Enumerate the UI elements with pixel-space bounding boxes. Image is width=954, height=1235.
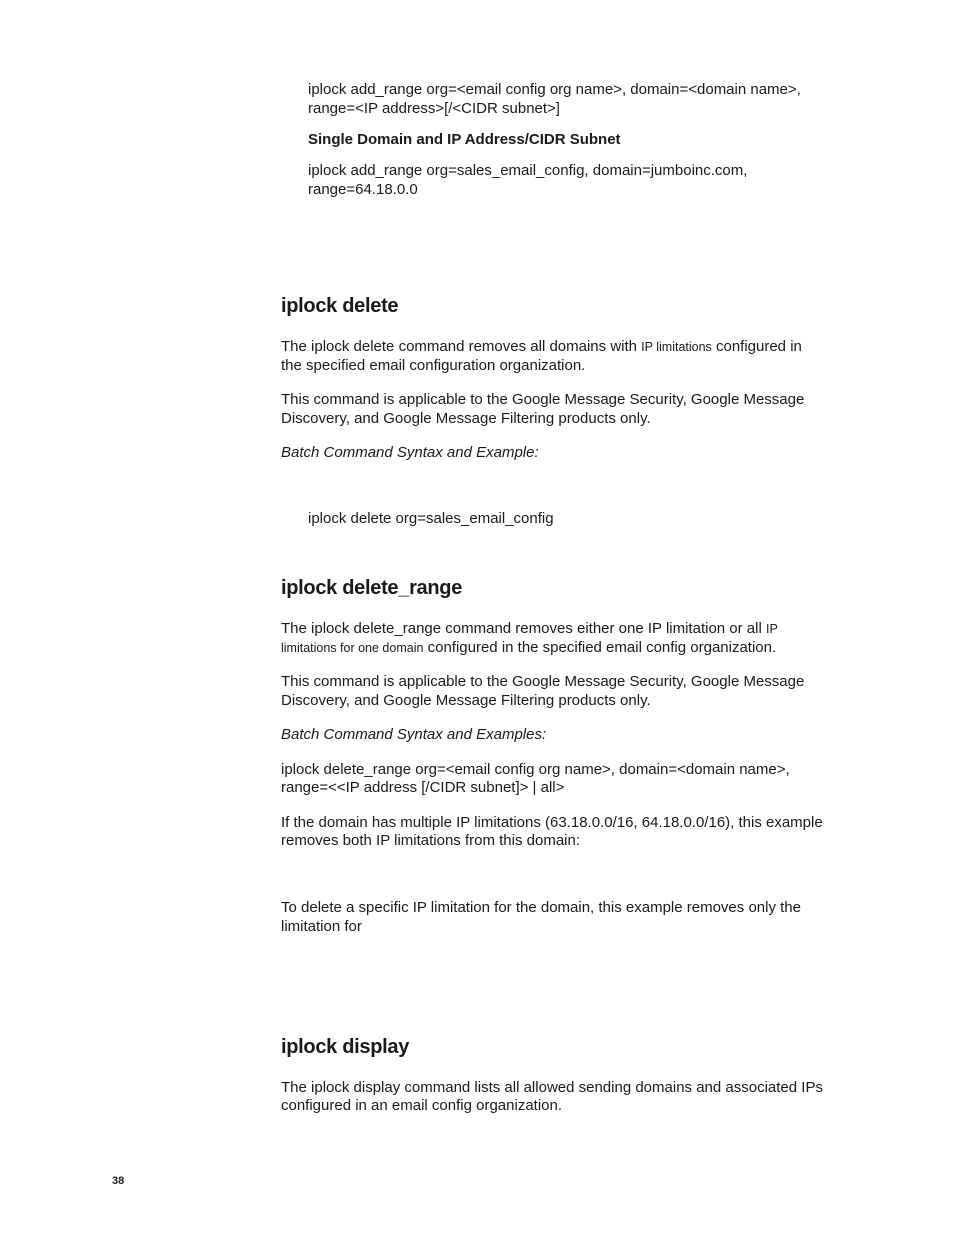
add-range-syntax-line-1: iplock add_range org=<email config org name>, domain=<domain name>, (308, 81, 801, 98)
iplock-delete-applicability-line-1: This command is applicable to the Google Message Security, Google Message (281, 391, 805, 408)
iplock-delete-range-applicability-line-1: This command is applicable to the Google Message Security, Google Message (281, 673, 805, 690)
page-number: 38 (112, 1175, 125, 1187)
iplock-delete-range-multi-line-1: If the domain has multiple IP limitations (63.18.0.0/16, 64.18.0.0/16), this example (281, 814, 823, 831)
iplock-delete-range-description-line-2 (281, 638, 776, 658)
example-subheading: Single Domain and IP Address/CIDR Subnet (308, 131, 621, 148)
add-range-example-line-1: iplock add_range org=sales_email_config, domain=jumboinc.com, (308, 162, 748, 179)
desc-text: The iplock delete_range command removes either one IP limitation or all (281, 620, 766, 637)
iplock-delete-description-line-2: the specified email configuration organization. (281, 357, 586, 374)
desc-small-text: limitations for one domain (281, 641, 424, 655)
iplock-delete-example: iplock delete org=sales_email_config (308, 510, 554, 527)
add-range-syntax-line-2: range=<IP address>[/<CIDR subnet>] (308, 100, 560, 117)
iplock-delete-range-applicability-line-2: Discovery, and Google Message Filtering products only. (281, 692, 651, 709)
iplock-delete-range-syntax-label: Batch Command Syntax and Examples: (281, 726, 547, 743)
iplock-delete-range-description-line-1 (281, 619, 778, 639)
add-range-example-line-2: range=64.18.0.0 (308, 181, 418, 198)
iplock-delete-range-multi-line-2: removes both IP limitations from this domain: (281, 832, 581, 849)
iplock-display-description-line-2: configured in an email config organization. (281, 1097, 563, 1114)
iplock-delete-range-syntax-line-2: range=<<IP address [/CIDR subnet]> | all> (281, 779, 565, 796)
iplock-display-description-line-1: The iplock display command lists all allowed sending domains and associated IPs (281, 1079, 823, 1096)
iplock-delete-range-specific-line-2: limitation for (281, 918, 362, 935)
iplock-delete-description-line-1 (281, 337, 802, 357)
iplock-delete-syntax-label: Batch Command Syntax and Example: (281, 444, 539, 461)
desc-text: configured in (711, 338, 802, 355)
desc-small-text: IP limitations (641, 340, 712, 354)
desc-small-text: IP (765, 622, 778, 636)
iplock-delete-range-specific-line-1: To delete a specific IP limitation for the domain, this example removes only the (281, 899, 801, 916)
desc-text: configured in the specified email config organization. (423, 639, 777, 656)
section-heading-iplock-delete: iplock delete (281, 295, 399, 317)
section-heading-iplock-delete-range: iplock delete_range (281, 577, 463, 599)
desc-text: The iplock delete command removes all domains with (281, 338, 642, 355)
iplock-delete-range-syntax-line-1: iplock delete_range org=<email config org name>, domain=<domain name>, (281, 761, 790, 778)
section-heading-iplock-display: iplock display (281, 1036, 410, 1058)
iplock-delete-applicability-line-2: Discovery, and Google Message Filtering products only. (281, 410, 651, 427)
